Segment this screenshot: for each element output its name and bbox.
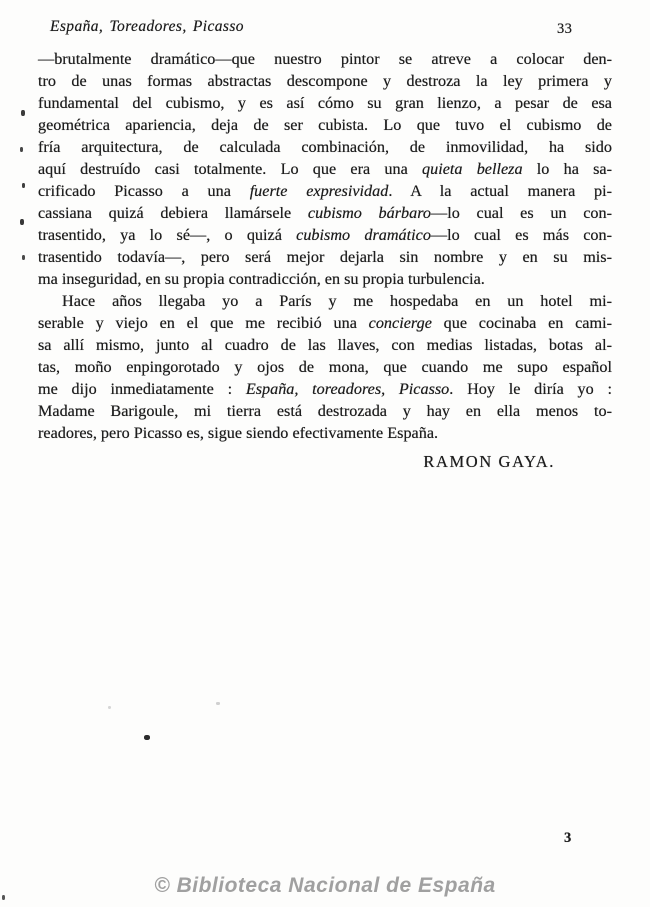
text-line: trasentido todavía—, pero será mejor dejarla sin nombre y en su mis- [38, 248, 612, 266]
text-line: tro de unas formas abstractas descompone y destroza la ley primera y [38, 72, 612, 90]
text-line: —brutalmente dramático—que nuestro pintor se atreve a colocar den- [38, 50, 612, 68]
scan-speck [108, 706, 111, 709]
scan-speck [22, 255, 25, 260]
text-line: crificado Picasso a una fuerte expresividad. A la actual manera pi- [38, 182, 612, 200]
text-line: serable y viejo en el que me recibió una concierge que cocinaba en cami- [38, 314, 612, 332]
text-line: fría arquitectura, de calculada combinación, de inmovilidad, ha sido [38, 138, 612, 156]
page-number: 33 [557, 21, 573, 37]
text-line: ma inseguridad, en su propia contradicción, en su propia turbulencia. [38, 270, 485, 288]
library-watermark: © Biblioteca Nacional de España [154, 874, 496, 897]
running-header-title: España, Toreadores, Picasso [50, 18, 244, 35]
text-line: readores, pero Picasso es, sigue siendo efectivamente España. [38, 424, 439, 442]
text-line: Hace años llegaba yo a París y me hospedaba en un hotel mi- [62, 292, 612, 310]
body-text [38, 48, 612, 444]
scan-speck [22, 183, 25, 188]
running-header [50, 18, 612, 40]
text-line: fundamental del cubismo, y es así cómo su gran lienzo, a pesar de esa [38, 94, 612, 112]
text-line: geométrica apariencia, deja de ser cubista. Lo que tuvo el cubismo de [38, 116, 612, 134]
scan-speck [20, 219, 24, 225]
text-line: me dijo inmediatamente : España, toreadores, Picasso. Hoy le diría yo : [38, 380, 612, 398]
scan-speck [20, 147, 23, 152]
scan-speck [21, 110, 25, 116]
text-line: trasentido, ya lo sé—, o quizá cubismo dramático—lo cual es más con- [38, 226, 613, 244]
scan-speck [144, 735, 150, 740]
text-line: Madame Barigoule, mi tierra está destrozada y hay en ella menos to- [38, 402, 612, 420]
text-line: cassiana quizá debiera llamársele cubismo bárbaro—lo cual es un con- [38, 204, 612, 222]
text-line: aquí destruído casi totalmente. Lo que era una quieta belleza lo ha sa- [38, 160, 613, 178]
folio-number: 3 [564, 830, 572, 846]
author-signature: RAMON GAYA. [423, 452, 555, 471]
scan-speck [216, 702, 220, 705]
text-line: tas, moño enpingorotado y ojos de mona, que cuando me supo español [38, 358, 612, 376]
scan-speck [2, 895, 5, 900]
text-line: sa allí mismo, junto al cuadro de las llaves, con medias listadas, botas al- [38, 336, 612, 354]
